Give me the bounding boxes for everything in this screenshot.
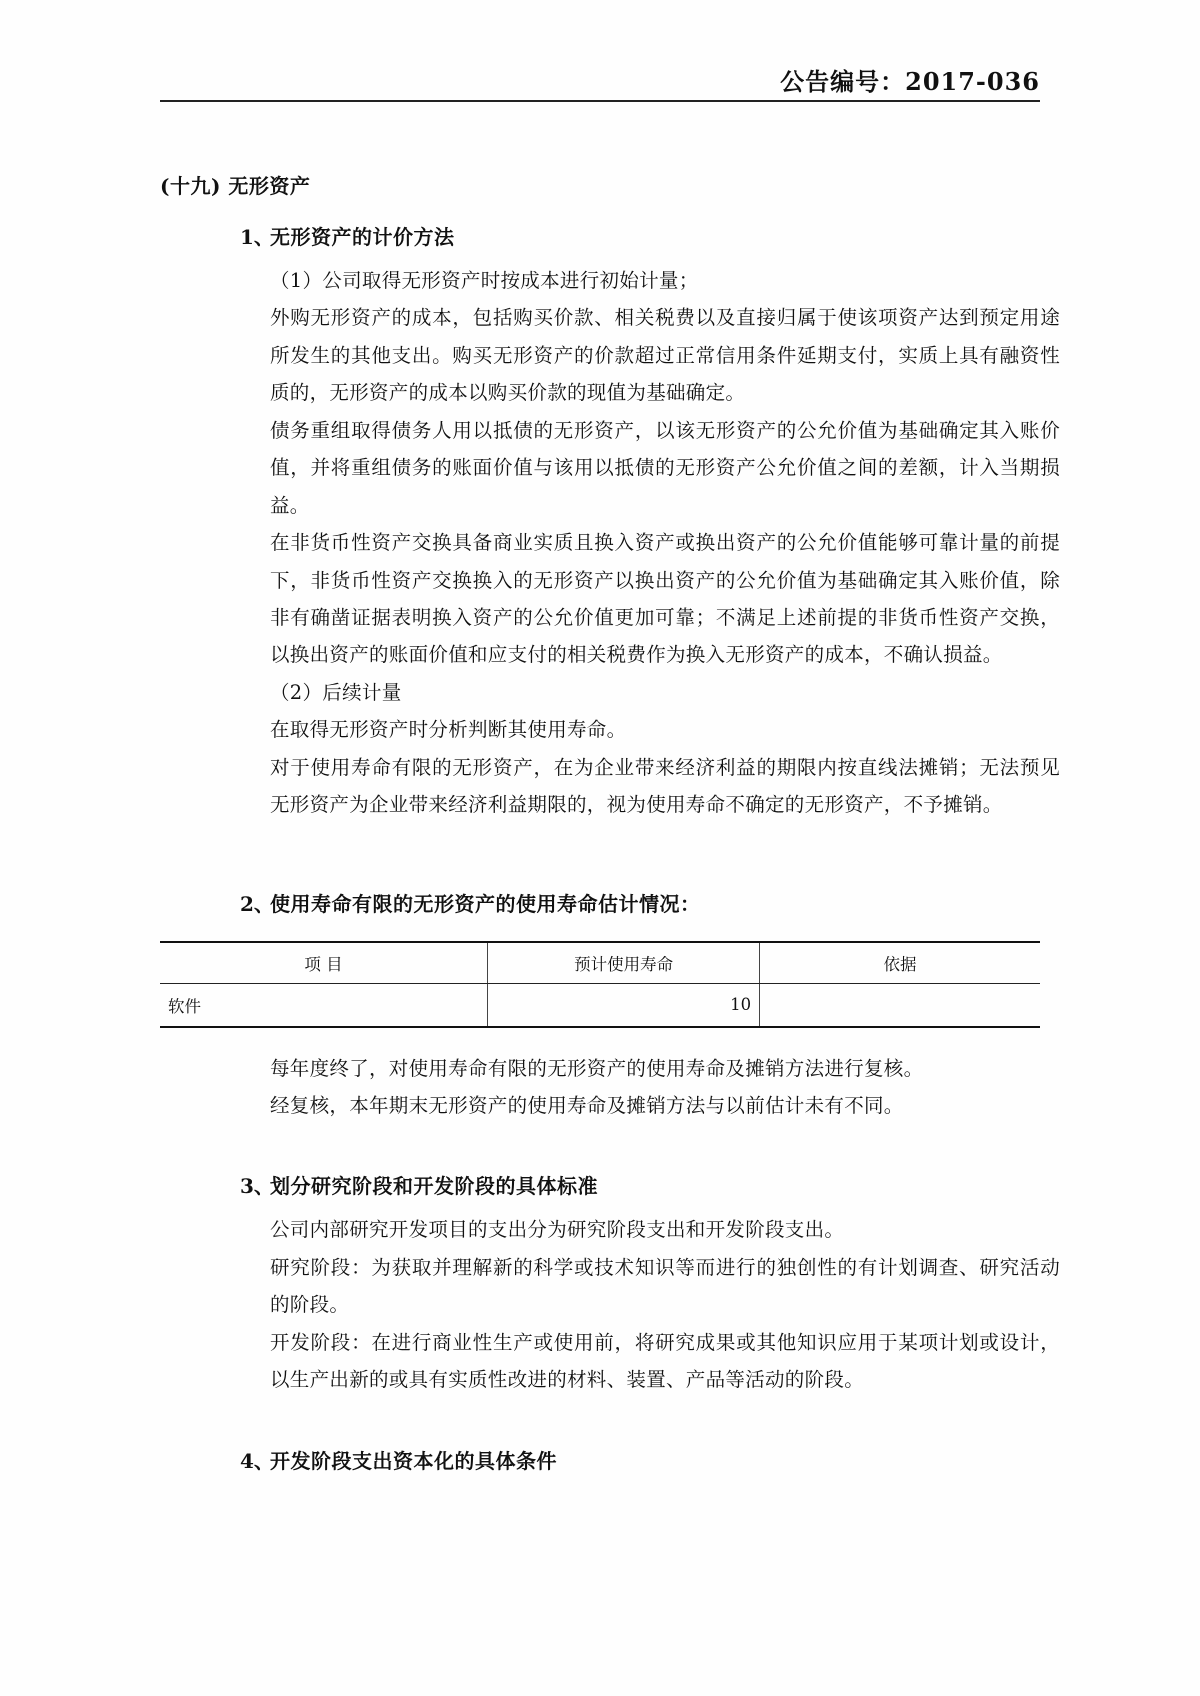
paragraph: 公司内部研究开发项目的支出分为研究阶段支出和开发阶段支出。 xyxy=(270,1218,845,1242)
spacer xyxy=(160,824,1060,882)
paragraph: 债务重组取得债务人用以抵债的无形资产，以该无形资产的公允价值为基础确定其入账价值，并将重组债务的账面价值与该用以抵债的无形资产公允价值之间的差额，计入当期损益。 xyxy=(270,418,1060,517)
column-header-basis: 依据 xyxy=(760,942,1040,984)
numbered-item-1 xyxy=(160,221,1060,824)
cell-basis xyxy=(760,983,1040,1027)
paragraph: 在取得无形资产时分析判断其使用寿命。 xyxy=(270,718,627,742)
paragraph: 外购无形资产的成本，包括购买价款、相关税费以及直接归属于使该项资产达到预定用途所发生的其他支出。购买无形资产的价款超过正常信用条件延期支付，实质上具有融资性质的，无形资产的成本以购买价款的现值为基础确定。 xyxy=(270,306,1060,405)
page-header-announcement-number: 公告编号：2017-036 xyxy=(780,67,1040,96)
item-3-paragraphs xyxy=(270,1211,1060,1398)
spacer xyxy=(160,1399,1060,1439)
item-1-number: 1、 xyxy=(240,225,274,249)
column-header-expected-life: 预计使用寿命 xyxy=(488,942,760,984)
numbered-item-3 xyxy=(160,1170,1060,1398)
useful-life-table xyxy=(160,941,1040,1028)
item-3-number: 3、 xyxy=(240,1174,274,1199)
item-4-heading: 开发阶段支出资本化的具体条件 xyxy=(270,1448,557,1473)
cell-expected-life: 10 xyxy=(488,983,760,1027)
paragraph: 开发阶段：在进行商业性生产或使用前，将研究成果或其他知识应用于某项计划或设计，以生产出新的或具有实质性改进的材料、装置、产品等活动的阶段。 xyxy=(270,1330,1060,1392)
document-content xyxy=(160,170,1060,1486)
cell-item-name: 软件 xyxy=(160,983,488,1027)
paragraph: 在非货币性资产交换具备商业实质且换入资产或换出资产的公允价值能够可靠计量的前提下，非货币性资产交换换入的无形资产以换出资产的公允价值为基础确定其入账价值，除非有确凿证据表明换入资产的公允价值更加可靠；不满足上述前提的非货币性资产交换，以换出资产的账面价值和应支付的相关税费作为换入无形资产的成本，不确认损益。 xyxy=(270,531,1060,667)
numbered-item-4 xyxy=(160,1445,1060,1486)
column-header-item: 项 目 xyxy=(160,942,488,984)
item-3-heading: 划分研究阶段和开发阶段的具体标准 xyxy=(270,1174,598,1199)
paragraph: （2）后续计量 xyxy=(270,680,402,704)
item-1-heading: 无形资产的计价方法 xyxy=(270,225,455,249)
header-divider xyxy=(160,100,1040,102)
numbered-item-2 xyxy=(160,888,1060,929)
paragraph: 每年度终了，对使用寿命有限的无形资产的使用寿命及摊销方法进行复核。 xyxy=(270,1056,924,1080)
paragraph: （1）公司取得无形资产时按成本进行初始计量； xyxy=(270,269,699,292)
spacer xyxy=(160,1124,1060,1164)
table-row xyxy=(160,983,1040,1027)
item-2-heading: 使用寿命有限的无形资产的使用寿命估计情况： xyxy=(270,891,701,916)
item-2-number: 2、 xyxy=(240,891,274,916)
table-header-row xyxy=(160,942,1040,984)
paragraph: 经复核，本年期末无形资产的使用寿命及摊销方法与以前估计未有不同。 xyxy=(270,1094,904,1117)
item-4-number: 4、 xyxy=(240,1448,274,1473)
paragraph: 研究阶段：为获取并理解新的科学或技术知识等而进行的独创性的有计划调查、研究活动的阶段。 xyxy=(270,1255,1060,1317)
section-title: (十九) 无形资产 xyxy=(160,174,311,198)
item-2-after-table-paragraphs xyxy=(160,1050,1060,1125)
item-1-paragraphs xyxy=(270,262,1060,824)
paragraph: 对于使用寿命有限的无形资产，在为企业带来经济利益的期限内按直线法摊销；无法预见无形资产为企业带来经济利益期限的，视为使用寿命不确定的无形资产，不予摊销。 xyxy=(270,755,1060,817)
